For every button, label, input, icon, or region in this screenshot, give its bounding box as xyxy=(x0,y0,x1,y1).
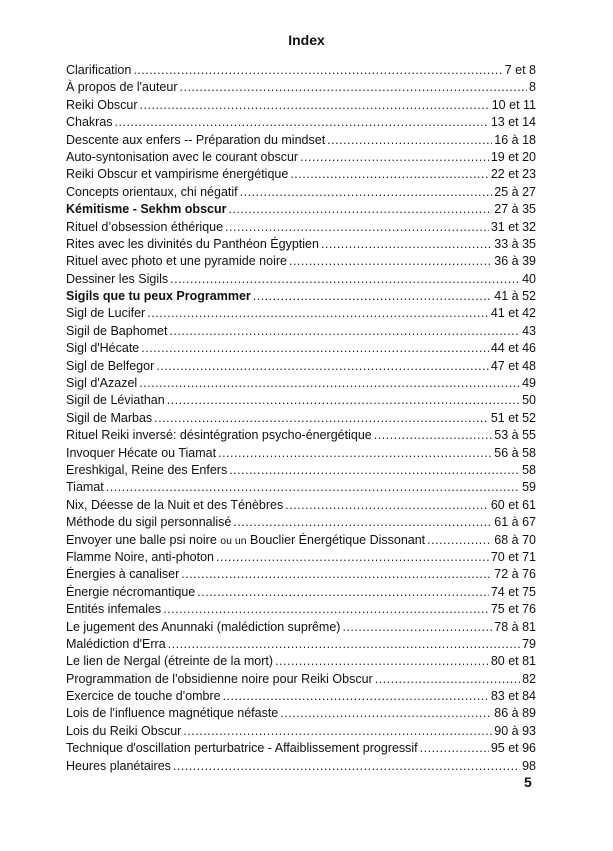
index-list xyxy=(66,62,536,775)
dot-leader xyxy=(225,219,489,236)
entry-title: Tiamat xyxy=(66,480,104,495)
dot-leader xyxy=(183,723,492,740)
entry-pages: 49 xyxy=(522,376,536,391)
entry-title: Programmation de l'obsidienne noire pour Reiki Obscur xyxy=(66,671,373,686)
entry-title: Sigl d'Hécate xyxy=(66,341,140,356)
entry-title: Le lien de Nergal (étreinte de la mort) xyxy=(66,654,274,669)
entry-pages: 58 xyxy=(522,462,536,477)
index-entry xyxy=(66,636,536,653)
dot-leader xyxy=(229,462,520,479)
entry-pages: 22 et 23 xyxy=(490,167,536,182)
dot-leader xyxy=(253,288,493,305)
dot-leader xyxy=(140,97,490,114)
dot-leader xyxy=(115,114,489,131)
entry-pages: 79 xyxy=(522,636,536,651)
entry-title-small: ou un xyxy=(220,534,247,547)
entry-title: Reiki Obscur xyxy=(66,97,138,112)
dot-leader xyxy=(216,549,489,566)
dot-leader xyxy=(139,375,520,392)
index-entry xyxy=(66,375,536,392)
dot-leader xyxy=(285,497,489,514)
dot-leader xyxy=(181,566,492,583)
dot-leader xyxy=(228,201,492,218)
entry-pages: 31 et 32 xyxy=(490,219,536,234)
entry-pages: 74 et 75 xyxy=(490,584,536,599)
entry-pages: 40 xyxy=(522,271,536,286)
index-entry xyxy=(66,288,536,305)
entry-title: Kémitisme - Sekhm obscur xyxy=(66,202,227,217)
entry-title: Concepts orientaux, chi négatif xyxy=(66,184,238,199)
entry-pages: 16 à 18 xyxy=(494,132,536,147)
index-entry xyxy=(66,671,536,688)
dot-leader xyxy=(300,149,489,166)
dot-leader xyxy=(170,271,520,288)
entry-title: Ereshkigal, Reine des Enfers xyxy=(66,462,228,477)
index-entry xyxy=(66,271,536,288)
entry-pages: 72 à 76 xyxy=(494,567,536,582)
dot-leader xyxy=(168,636,520,653)
index-entry xyxy=(66,340,536,357)
entry-pages: 68 à 70 xyxy=(494,532,536,547)
dot-leader xyxy=(167,392,520,409)
entry-title: Énergie nécromantique xyxy=(66,584,196,599)
entry-title: Rites avec les divinités du Panthéon Égyptien xyxy=(66,236,319,251)
entry-title: Lois du Reiki Obscur xyxy=(66,723,182,738)
entry-pages: 44 et 46 xyxy=(490,341,536,356)
dot-leader xyxy=(156,358,489,375)
entry-title-part: Envoyer une balle psi noire xyxy=(66,532,217,547)
dot-leader xyxy=(223,688,489,705)
entry-pages: 13 et 14 xyxy=(490,115,536,130)
entry-title: Malédiction d'Erra xyxy=(66,636,166,651)
index-entry xyxy=(66,584,536,601)
dot-leader xyxy=(154,410,489,427)
dot-leader xyxy=(180,79,528,96)
index-entry xyxy=(66,201,536,218)
entry-title: Heures planétaires xyxy=(66,758,171,773)
entry-title: Lois de l'influence magnétique néfaste xyxy=(66,706,279,721)
entry-pages: 51 et 52 xyxy=(490,410,536,425)
entry-title: Rituel d’obsession éthérique xyxy=(66,219,224,234)
index-entry xyxy=(66,619,536,636)
entry-pages: 83 et 84 xyxy=(490,689,536,704)
index-entry xyxy=(66,705,536,722)
entry-pages: 41 à 52 xyxy=(494,289,536,304)
entry-pages: 7 et 8 xyxy=(504,63,536,77)
index-entry xyxy=(66,358,536,375)
entry-title: Sigl de Belfegor xyxy=(66,358,155,373)
entry-pages: 56 à 58 xyxy=(494,445,536,460)
index-entry xyxy=(66,166,536,183)
page-title: Index xyxy=(288,32,325,48)
index-entry xyxy=(66,497,536,514)
dot-leader xyxy=(233,514,492,531)
index-entry xyxy=(66,219,536,236)
entry-pages: 33 à 35 xyxy=(494,236,536,251)
entry-pages: 19 et 20 xyxy=(490,149,536,164)
entry-title: Sigil de Léviathan xyxy=(66,393,165,408)
index-entry xyxy=(66,758,536,775)
index-entry xyxy=(66,740,536,757)
entry-title: Énergies à canaliser xyxy=(66,567,180,582)
page-number: 5 xyxy=(524,774,532,790)
index-entry xyxy=(66,462,536,479)
entry-title: Sigil de Baphomet xyxy=(66,323,168,338)
entry-title: Technique d'oscillation perturbatrice - Affaiblissement progressif xyxy=(66,741,418,756)
entry-title: Entités infemales xyxy=(66,602,162,617)
entry-pages: 98 xyxy=(522,758,536,773)
entry-title: Auto-syntonisation avec le courant obscur xyxy=(66,149,299,164)
entry-pages: 70 et 71 xyxy=(490,549,536,564)
index-entry xyxy=(66,688,536,705)
entry-pages: 47 et 48 xyxy=(490,358,536,373)
entry-title: Chakras xyxy=(66,115,113,130)
entry-title: Rituel Reiki inversé: désintégration psycho-énergétique xyxy=(66,428,372,443)
entry-pages: 41 et 42 xyxy=(490,306,536,321)
dot-leader xyxy=(275,653,489,670)
dot-leader xyxy=(163,601,489,618)
index-entry xyxy=(66,79,536,96)
entry-title: Le jugement des Anunnaki (malédiction suprême) xyxy=(66,619,341,634)
dot-leader xyxy=(173,758,520,775)
dot-leader xyxy=(342,619,492,636)
entry-title: Méthode du sigil personnalisé xyxy=(66,515,232,530)
index-entry xyxy=(66,601,536,618)
entry-pages: 60 et 61 xyxy=(490,497,536,512)
entry-pages: 86 à 89 xyxy=(494,706,536,721)
entry-title: Dessiner les Sigils xyxy=(66,271,169,286)
dot-leader xyxy=(420,740,489,757)
index-entry xyxy=(66,114,536,131)
entry-title: Invoquer Hécate ou Tiamat xyxy=(66,445,217,460)
index-entry xyxy=(66,392,536,409)
entry-title: Reiki Obscur et vampirisme énergétique xyxy=(66,167,289,182)
entry-pages: 75 et 76 xyxy=(490,602,536,617)
index-entry xyxy=(66,549,536,566)
index-entry xyxy=(66,723,536,740)
entry-pages: 50 xyxy=(522,393,536,408)
index-entry xyxy=(66,479,536,496)
entry-title-part: Bouclier Énergétique Dissonant xyxy=(250,532,426,547)
entry-pages: 25 à 27 xyxy=(494,184,536,199)
index-entry xyxy=(66,305,536,322)
entry-pages: 80 et 81 xyxy=(490,654,536,669)
dot-leader xyxy=(427,532,492,549)
index-entry xyxy=(66,97,536,114)
entry-pages: 53 à 55 xyxy=(494,428,536,443)
entry-pages: 43 xyxy=(522,323,536,338)
entry-title: Exercice de touche d'ombre xyxy=(66,689,221,704)
dot-leader xyxy=(321,236,492,253)
entry-pages: 61 à 67 xyxy=(494,515,536,530)
dot-leader xyxy=(327,132,492,149)
index-entry xyxy=(66,566,536,583)
entry-pages: 82 xyxy=(522,671,536,686)
dot-leader xyxy=(106,479,520,496)
entry-pages: 27 à 35 xyxy=(494,202,536,217)
index-entry xyxy=(66,532,536,549)
entry-pages: 10 et 11 xyxy=(491,97,536,112)
entry-title: À propos de l'auteur xyxy=(66,80,178,95)
entry-title: Descente aux enfers -- Préparation du mindset xyxy=(66,132,326,147)
entry-title: Rituel avec photo et une pyramide noire xyxy=(66,254,287,269)
entry-pages: 59 xyxy=(522,480,536,495)
entry-pages: 95 et 96 xyxy=(490,741,536,756)
index-entry xyxy=(66,132,536,149)
entry-title: Sigl de Lucifer xyxy=(66,306,146,321)
index-entry xyxy=(66,653,536,670)
entry-title: Sigil de Marbas xyxy=(66,410,153,425)
entry-pages: 78 à 81 xyxy=(494,619,536,634)
dot-leader xyxy=(289,253,492,270)
entry-title: Sigils que tu peux Programmer xyxy=(66,289,251,304)
dot-leader xyxy=(280,705,492,722)
dot-leader xyxy=(141,340,489,357)
index-entry xyxy=(66,445,536,462)
index-entry xyxy=(66,514,536,531)
entry-pages: 8 xyxy=(529,80,536,95)
dot-leader xyxy=(290,166,488,183)
dot-leader xyxy=(169,323,520,340)
dot-leader xyxy=(197,584,489,601)
entry-title: Flamme Noire, anti-photon xyxy=(66,549,214,564)
index-entry xyxy=(66,236,536,253)
index-entry xyxy=(66,323,536,340)
entry-title: Sigl d'Azazel xyxy=(66,376,138,391)
index-entry xyxy=(66,410,536,427)
index-entry xyxy=(66,62,536,79)
entry-title xyxy=(66,532,425,549)
dot-leader xyxy=(218,445,492,462)
dot-leader xyxy=(147,305,489,322)
dot-leader xyxy=(240,184,493,201)
entry-pages: 36 à 39 xyxy=(494,254,536,269)
index-entry xyxy=(66,253,536,270)
index-entry xyxy=(66,184,536,201)
dot-leader xyxy=(374,427,493,444)
dot-leader xyxy=(375,671,520,688)
index-entry xyxy=(66,149,536,166)
entry-title: Nix, Déesse de la Nuit et des Ténèbres xyxy=(66,497,284,512)
index-entry xyxy=(66,427,536,444)
entry-title: Clarification xyxy=(66,63,132,77)
entry-pages: 90 à 93 xyxy=(494,723,536,738)
dot-leader xyxy=(133,62,502,79)
